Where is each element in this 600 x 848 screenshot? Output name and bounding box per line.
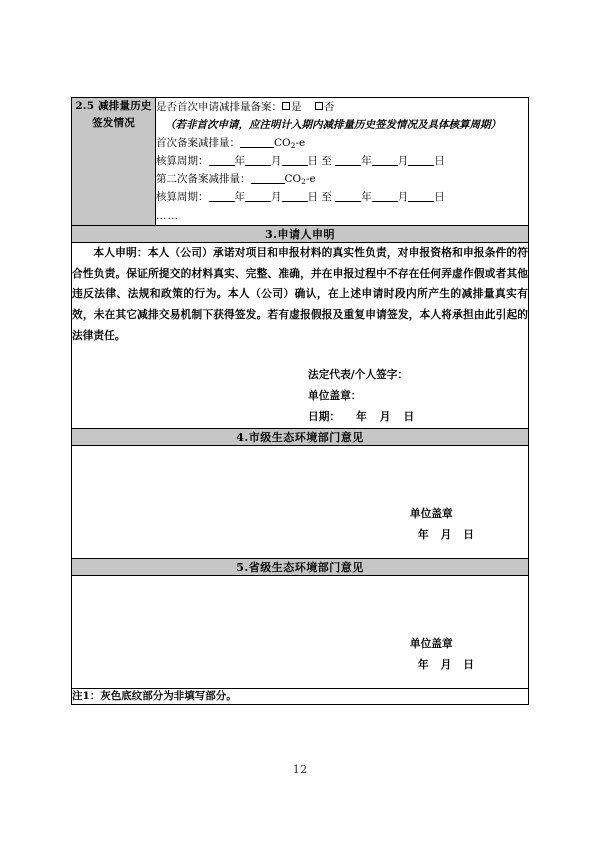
period2-to-label: 至 [321, 191, 332, 204]
period2-start-month-input[interactable] [245, 201, 271, 202]
section-5-date-year: 年 [417, 657, 429, 671]
day-unit-4: 日 [434, 191, 445, 204]
first-application-question-label: 是否首次申请减排量备案： [156, 101, 282, 113]
section-5-header: 5.省级生态环境部门意见 [72, 558, 529, 575]
first-record-reduction-label: 首次备案减排量： [156, 137, 240, 150]
period1-start-year-input[interactable] [209, 165, 235, 166]
section-5-date-month: 月 [440, 657, 452, 671]
second-accounting-period-label: 核算周期： [156, 191, 209, 204]
application-form-table [71, 97, 529, 705]
day-unit-1: 日 [307, 155, 318, 168]
section-4-header: 4.市级生态环境部门意见 [72, 428, 529, 445]
table-row-section-5-body [72, 575, 529, 688]
period1-start-month-input[interactable] [245, 165, 271, 166]
period1-end-day-input[interactable] [408, 165, 434, 166]
section-3-date-day: 日 [403, 409, 415, 423]
table-row-section-3-body [72, 243, 529, 428]
legal-representative-signature-label[interactable]: 法定代表/个人签字： [308, 368, 409, 382]
page-number: 12 [292, 762, 308, 776]
first-application-question-line [156, 98, 528, 116]
period2-end-year-input[interactable] [335, 201, 361, 202]
section-3-company-seal-label[interactable]: 单位盖章： [308, 388, 362, 402]
month-unit-2: 月 [397, 155, 409, 168]
period1-end-month-input[interactable] [372, 165, 398, 166]
section-5-company-seal-label[interactable]: 单位盖章 [409, 636, 453, 650]
unit-co2e-2: $CO_2-e$ [284, 173, 316, 187]
period1-end-year-input[interactable] [335, 165, 361, 166]
section-3-date-year: 年 [356, 409, 367, 423]
section-4-date-day: 日 [463, 527, 474, 541]
option-yes-label: 是 [291, 101, 302, 113]
period2-end-day-input[interactable] [408, 201, 434, 202]
section-4-opinion-area[interactable] [72, 445, 529, 558]
period1-start-day-input[interactable] [282, 165, 308, 166]
section-25-label-cell [72, 98, 156, 226]
month-unit-1: 月 [271, 155, 282, 168]
section-3-signature-block [72, 365, 528, 428]
table-row-footnote [72, 688, 529, 705]
table-row-section-4-body [72, 445, 529, 558]
section-5-signature-block [410, 634, 474, 676]
continuation-ellipsis: …… [156, 210, 179, 223]
period2-start-day-input[interactable] [282, 201, 308, 202]
period2-end-month-input[interactable] [372, 201, 398, 202]
year-unit-3: 年 [234, 191, 245, 204]
day-unit-3: 日 [307, 191, 318, 204]
year-unit-2: 年 [361, 155, 372, 168]
period1-to-label: 至 [321, 155, 332, 168]
section-3-date-line[interactable] [308, 407, 528, 428]
section-3-date-label: 日期： [308, 409, 341, 423]
table-row-section-5-header [72, 558, 529, 575]
table-row-section-25 [72, 98, 529, 226]
section-5-date-day: 日 [463, 657, 474, 671]
section-5-date-line[interactable] [410, 655, 474, 676]
footnote-cell: 注1：灰色底纹部分为非填写部分。 [72, 688, 529, 705]
non-first-application-note: （若非首次申请，应注明计入期内减排量历史签发情况及具体核算周期） [165, 119, 501, 132]
section-5-opinion-area[interactable] [72, 575, 529, 688]
section-3-content-cell [72, 243, 529, 428]
second-record-reduction-input[interactable] [251, 183, 285, 184]
section-4-company-seal-label[interactable]: 单位盖章 [409, 506, 453, 520]
period2-start-year-input[interactable] [209, 201, 235, 202]
table-row-section-4-header [72, 428, 529, 445]
option-no-label: 否 [323, 101, 335, 113]
first-accounting-period-label: 核算周期： [156, 155, 209, 168]
year-unit-1: 年 [234, 155, 245, 168]
second-record-reduction-line [156, 170, 528, 188]
first-accounting-period-line [156, 152, 528, 170]
section-4-date-month: 月 [440, 527, 452, 541]
section-4-signature-block [410, 504, 474, 546]
section-3-header: 3.申请人申明 [72, 226, 529, 243]
month-unit-4: 月 [397, 191, 409, 204]
day-unit-2: 日 [434, 155, 445, 168]
section-25-label: 2.5 减排量历史签发情况 [75, 100, 152, 130]
first-record-reduction-input[interactable] [240, 147, 274, 148]
applicant-declaration-text: 本人申明：本人（公司）承诺对项目和申报材料的真实性负责，对申报资格和申报条件的符合性负责。保证所提交的材料真实、完整、准确，并在申报过程中不存在任何弄虚作假或者其他违反法律、法规和政策的行为。本人（公司）确认，在上述申请时段内所产生的减排量真实有效，未在其它减排交易机制下获得签发。若有虚报假报及重复申请签发，本人将承担由此引起的法律责任。 [72, 246, 528, 342]
checkbox-no-icon[interactable] [315, 102, 323, 110]
unit-co2e-1: $CO_2-e$ [274, 137, 306, 150]
section-4-date-year: 年 [417, 527, 429, 541]
section-4-date-line[interactable] [410, 525, 474, 546]
section-3-date-month: 月 [379, 409, 391, 423]
second-accounting-period-line [156, 188, 528, 206]
section-25-content-cell [156, 98, 529, 226]
month-unit-3: 月 [271, 191, 282, 204]
year-unit-4: 年 [361, 191, 372, 204]
second-record-reduction-label: 第二次备案减排量： [156, 173, 251, 186]
table-row-section-3-header [72, 226, 529, 243]
first-record-reduction-line [156, 134, 528, 152]
checkbox-yes-icon[interactable] [282, 102, 290, 110]
